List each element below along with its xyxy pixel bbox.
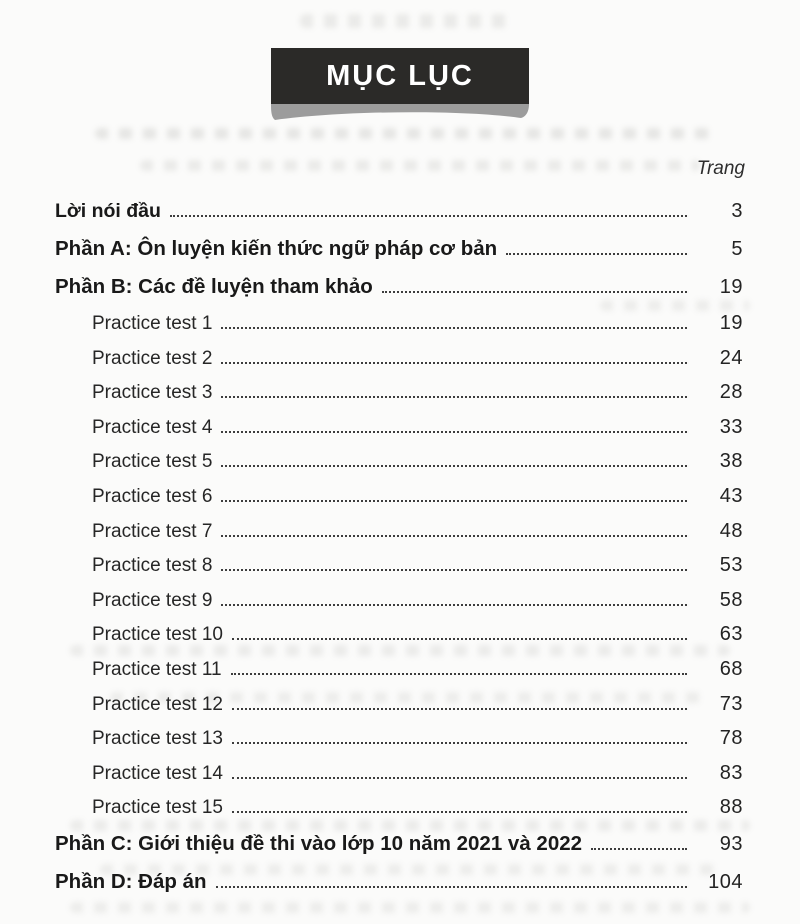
toc-entry	[55, 514, 743, 549]
toc-entry-page: 33	[719, 415, 743, 438]
toc-entry-page: 83	[719, 761, 743, 784]
toc-entry	[55, 617, 743, 652]
toc-entry	[55, 268, 743, 306]
toc-entry-page: 73	[719, 692, 743, 715]
toc-entry	[55, 790, 743, 825]
toc-entry-page: 43	[719, 484, 743, 507]
toc-entry	[55, 825, 743, 863]
dot-leader	[232, 803, 687, 813]
toc-entry-page: 38	[719, 450, 743, 473]
toc-entry	[55, 479, 743, 514]
toc-entry-label: Practice test 2	[92, 347, 213, 369]
toc-entry-label: Practice test 15	[92, 797, 223, 819]
dot-leader	[232, 734, 687, 744]
page-column-header: Trang	[696, 158, 745, 179]
toc-entry-label: Practice test 7	[92, 520, 213, 542]
toc-entry-page: 28	[719, 381, 743, 404]
dot-leader	[231, 665, 687, 675]
dot-leader	[221, 561, 687, 571]
toc-entry-label: Practice test 5	[92, 451, 213, 473]
dot-leader	[591, 840, 687, 850]
toc-entry	[55, 410, 743, 445]
dot-leader	[221, 527, 687, 537]
toc-entry-label: Phần C: Giới thiệu đề thi vào lớp 10 năm 2021 và 2022	[55, 831, 583, 855]
toc-entry-label: Practice test 14	[92, 762, 223, 784]
toc-entry-page: 93	[719, 832, 743, 855]
toc-entry	[55, 444, 743, 479]
toc-entry	[55, 306, 743, 341]
toc-entry-label: Phần A: Ôn luyện kiến thức ngữ pháp cơ bản	[55, 237, 498, 260]
toc-entry-page: 104	[708, 870, 743, 893]
dot-leader	[232, 700, 687, 710]
toc-entry-label: Practice test 6	[92, 485, 213, 507]
toc-entry-page: 3	[731, 200, 743, 222]
toc-entry-label: Practice test 3	[92, 382, 213, 404]
toc-entry-label: Lời nói đầu	[55, 200, 161, 222]
toc-entry	[55, 652, 743, 687]
toc-entry-page: 24	[719, 346, 743, 369]
page-title-banner	[271, 48, 529, 105]
toc-entry-page: 63	[719, 623, 743, 646]
dot-leader	[221, 423, 687, 433]
toc-entry-label: Phần B: Các đề luyện tham khảo	[55, 275, 373, 298]
toc-entry	[55, 756, 743, 791]
toc-entry-page: 58	[719, 588, 743, 611]
toc-entry	[55, 863, 743, 901]
dot-leader	[216, 878, 688, 888]
toc-entry-page: 53	[719, 554, 743, 577]
toc-entry-page: 88	[719, 796, 743, 819]
dot-leader	[232, 769, 687, 779]
toc-entry	[55, 583, 743, 618]
toc-entry-page: 5	[731, 238, 743, 260]
toc-entry-label: Practice test 8	[92, 555, 213, 577]
bleed-artifact	[70, 902, 750, 913]
toc-list	[55, 192, 743, 901]
toc-entry	[55, 375, 743, 410]
dot-leader	[221, 319, 687, 329]
toc-entry-label: Practice test 12	[92, 693, 223, 715]
dot-leader	[382, 283, 687, 293]
toc-entry	[55, 721, 743, 756]
page-title: MỤC LỤC	[326, 60, 474, 92]
toc-entry-label: Practice test 13	[92, 728, 223, 750]
toc-entry-page: 68	[719, 657, 743, 680]
bleed-artifact	[95, 128, 715, 139]
toc-entry-label: Practice test 4	[92, 416, 213, 438]
toc-entry-label: Practice test 10	[92, 624, 223, 646]
toc-entry-label: Practice test 9	[92, 589, 213, 611]
dot-leader	[221, 457, 687, 467]
toc-entry-page: 19	[719, 312, 743, 334]
toc-entry-page: 48	[719, 519, 743, 542]
dot-leader	[232, 630, 687, 640]
toc-entry	[55, 341, 743, 376]
toc-entry-page: 78	[719, 727, 743, 750]
bleed-artifact	[300, 14, 510, 28]
banner-shadow-swoosh	[267, 104, 533, 124]
dot-leader	[221, 354, 687, 364]
toc-entry-label: Phần D: Đáp án	[55, 869, 207, 893]
dot-leader	[221, 492, 687, 502]
toc-entry	[55, 548, 743, 583]
dot-leader	[221, 388, 687, 398]
dot-leader	[221, 596, 687, 606]
toc-entry	[55, 687, 743, 722]
bleed-artifact	[140, 160, 700, 171]
dot-leader	[170, 207, 687, 217]
toc-entry-page: 19	[719, 276, 743, 298]
toc-entry	[55, 230, 743, 268]
toc-entry-label: Practice test 11	[92, 658, 222, 680]
toc-entry	[55, 192, 743, 230]
toc-entry-label: Practice test 1	[92, 313, 213, 334]
dot-leader	[506, 245, 687, 255]
